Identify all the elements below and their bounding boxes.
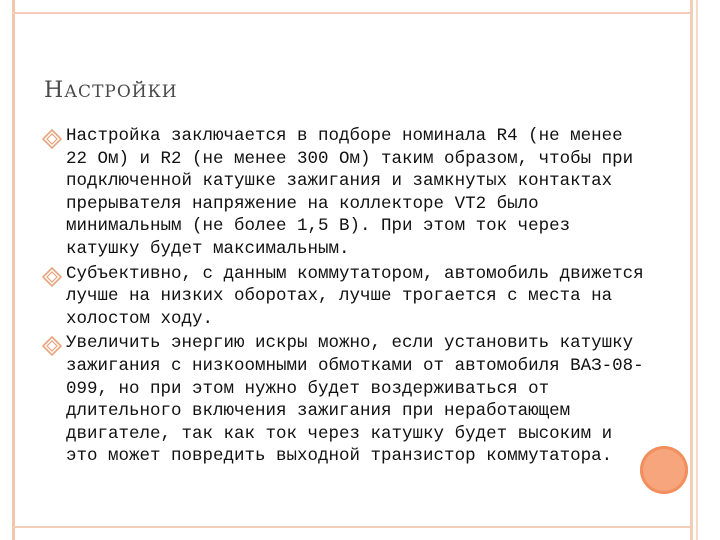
frame-left-line <box>12 0 15 540</box>
bullet-icon <box>40 127 64 151</box>
bullet-text: Увеличить энергию искры можно, если установить катушку зажигания с низкоомными обмотками от автомобиля ВАЗ-08-099, но при этом нужно будет воздерживаться от длительного включения зажигания при неработающем двигателе, так как ток через катушку будет высоким и это может повредить выходной транзистор коммутатора. <box>66 333 644 467</box>
slide-title-rest: АСТРОЙКИ <box>64 82 178 102</box>
bullet-text: Субъективно, с данным коммутатором, автомобиль движется лучше на низких оборотах, лучше трогается с места на холостом ходу. <box>66 263 644 329</box>
bullet-text: Настройка заключается в подборе номинала R4 (не менее 22 Ом) и R2 (не менее 300 Ом) таким образом, чтобы при подключенной катушке зажигания и замкнутых контактах прерывателя напряжение на коллекторе VT2 было минимальным (не более 1,5 В). При этом ток через катушку будет максимальным. <box>66 126 634 259</box>
frame-right-line <box>690 0 693 540</box>
list-item <box>40 263 652 331</box>
slide-title-initial: Н <box>44 78 65 103</box>
frame-bottom-line <box>12 526 693 528</box>
frame-right-inner-line <box>696 0 698 540</box>
bullet-list <box>40 125 652 470</box>
bullet-icon <box>40 334 64 358</box>
frame-top-line <box>12 12 693 14</box>
list-item <box>40 332 652 468</box>
bullet-icon <box>40 265 64 289</box>
slide-title <box>44 78 178 103</box>
list-item <box>40 125 652 261</box>
